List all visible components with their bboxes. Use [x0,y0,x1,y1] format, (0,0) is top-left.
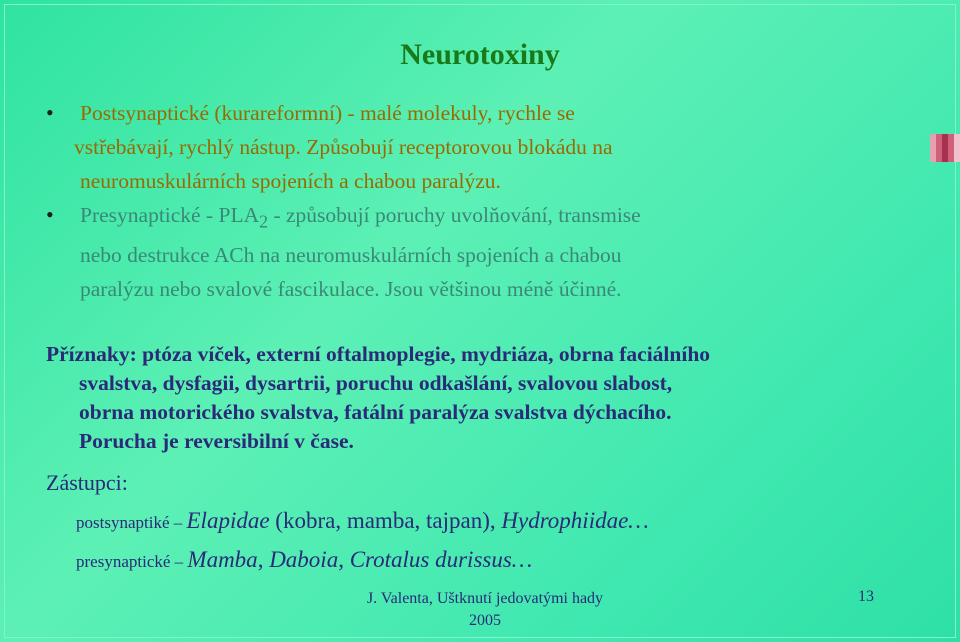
rep-label: postsynaptiké – [76,513,187,532]
bullet-dot: • [46,100,54,125]
footer-year: 2005 [469,612,501,629]
symptoms-line: Příznaky: ptóza víček, externí oftalmoplegie, mydriáza, obrna faciálního [46,342,711,366]
footer-author: J. Valenta, Uštknutí jedovatými hady [366,590,604,607]
bullet-line: vstřebávají, rychlý nástup. Způsobují receptorovou blokádu na [74,135,613,159]
representatives-heading: Zástupci: [46,470,128,495]
symptoms-paragraph [46,340,936,456]
rep-examples: (kobra, mamba, tajpan), [269,508,502,533]
bullet-presynaptic [46,198,926,306]
decorative-stripes [930,134,960,162]
rep-name: Crotalus durissus… [349,547,533,572]
bullet-line: nebo destrukce ACh na neuromuskulárních spojeních a chabou [80,243,622,268]
symptoms-line: Porucha je reversibilní v čase. [79,429,354,453]
bullet-line: neuromuskulárních spojeních a chabou paralýzu. [80,169,501,193]
bullet-line: Postsynaptické (kurareformní) - malé molekuly, rychle se [80,101,575,125]
text-post: - způsobují poruchy uvolňování, transmise [268,203,641,227]
rep-label: presynaptické – [76,552,188,571]
rep-sep: , [338,547,350,572]
bullet-postsynaptic-text [74,96,926,198]
text-pla: Presynaptické - PLA [80,203,260,227]
bullet-line: paralýzu nebo svalové fascikulace. Jsou většinou méně účinné. [80,277,622,302]
footer [340,588,630,632]
rep-name: Elapidae [186,508,270,533]
bullet-presynaptic-text [80,198,926,306]
symptoms-line: svalstva, dysfagii, dysartrii, poruchu odkašlání, svalovou slabost, [79,371,673,395]
rep-name: Daboia [269,547,339,572]
bullet-postsynaptic [46,96,926,198]
subscript-2: 2 [259,211,269,232]
bullet-dot: • [46,202,54,227]
page-number: 13 [858,588,874,605]
representatives-presynaptic [76,547,532,573]
bullet-list [46,96,926,306]
bullet-line [80,198,926,238]
rep-sep: , [257,547,270,572]
rep-name: Mamba [187,547,258,572]
representatives-postsynaptic [76,508,649,534]
symptoms-line: obrna motorického svalstva, fatální paralýza svalstva dýchacího. [79,400,672,424]
rep-name: Hydrophiidae… [501,508,649,533]
slide-title: Neurotoxiny [400,38,560,71]
